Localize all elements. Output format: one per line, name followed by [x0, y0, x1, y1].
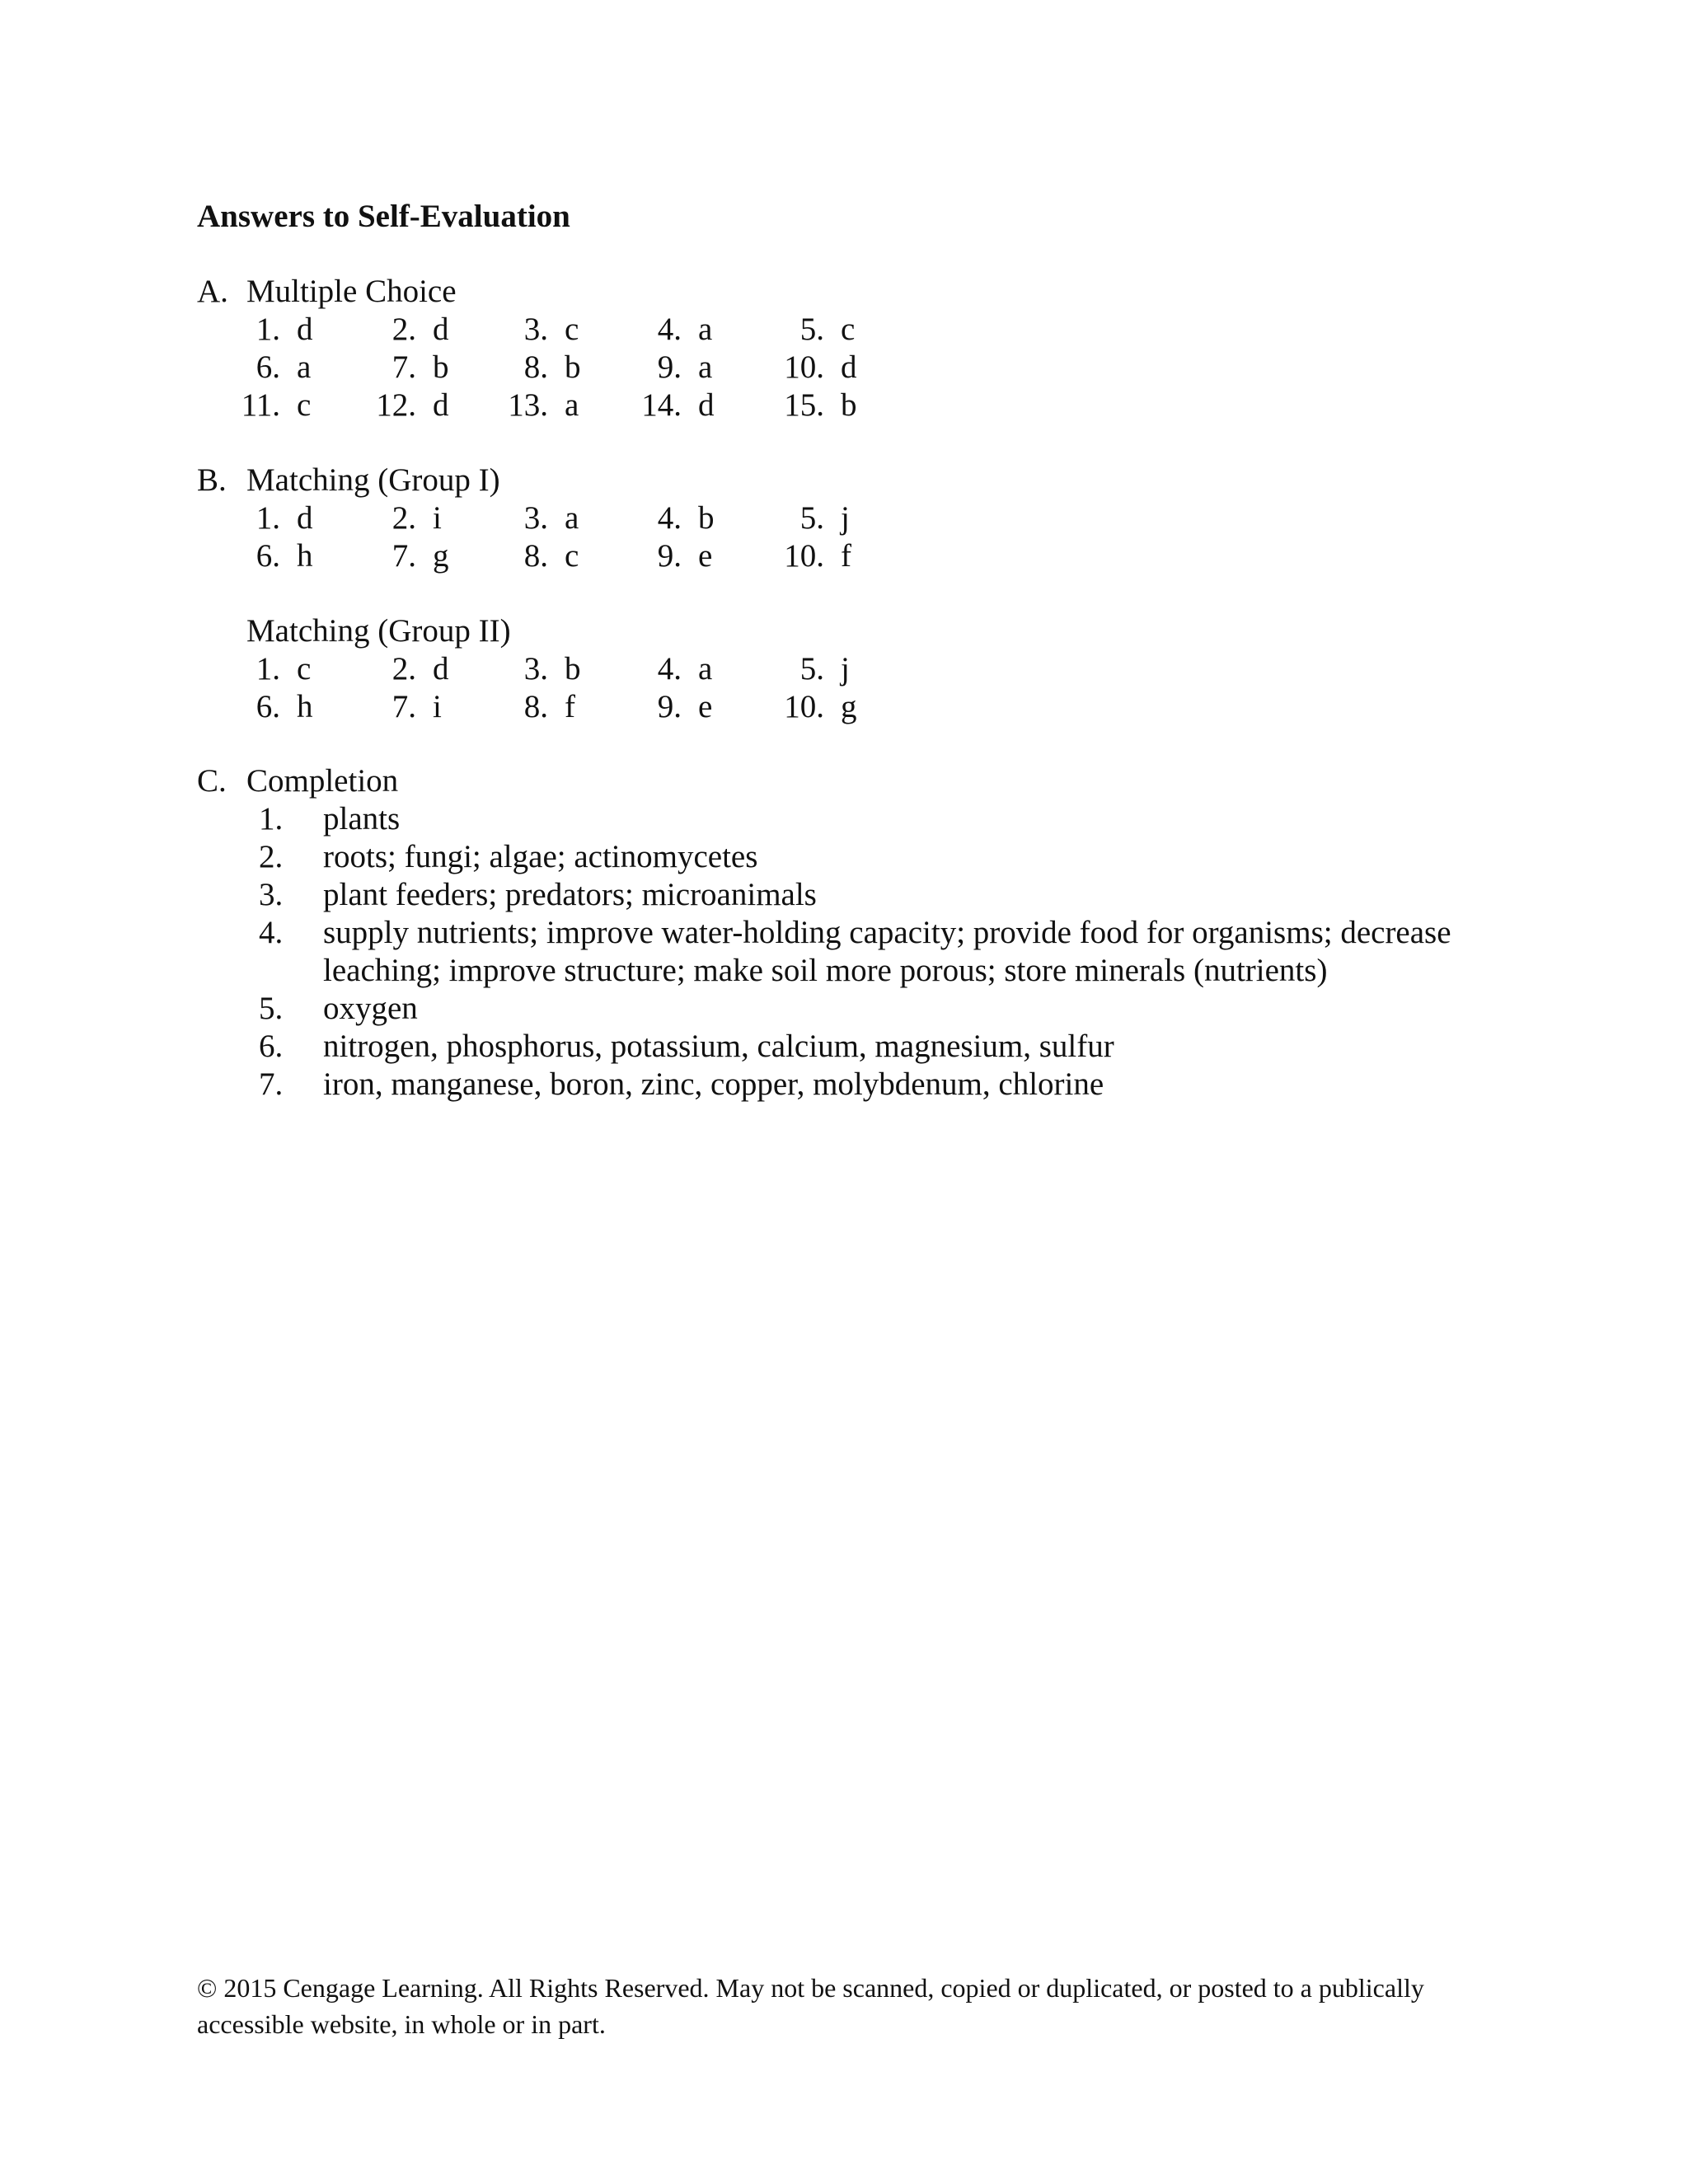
- completion-item: [259, 1028, 1512, 1066]
- completion-answer: iron, manganese, boron, zinc, copper, molybdenum, chlorine: [323, 1066, 1104, 1102]
- answer-number: 2.: [392, 312, 416, 347]
- answer-letter: a: [297, 349, 312, 385]
- answer-number: 15.: [784, 387, 824, 423]
- answer-number: 9.: [657, 538, 682, 574]
- answer-number: 13.: [508, 387, 548, 423]
- answer-number: 8.: [523, 689, 548, 724]
- answer-letter: f: [565, 689, 575, 724]
- answer-letter: e: [698, 538, 713, 574]
- answer-letter: d: [698, 387, 715, 423]
- answer-number: 4.: [657, 500, 682, 536]
- answer-item: [607, 688, 731, 726]
- completion-number: 2.: [259, 839, 284, 874]
- answer-letter: h: [297, 538, 313, 574]
- answer-number: 7.: [392, 349, 416, 385]
- answer-number: 7.: [392, 538, 416, 574]
- completion-number: 4.: [259, 915, 284, 950]
- answer-item: [474, 349, 598, 387]
- answer-number: 2.: [392, 651, 416, 687]
- answer-number: 6.: [256, 538, 280, 574]
- answer-number: 8.: [523, 349, 548, 385]
- answer-letter: b: [433, 349, 449, 385]
- answer-item: [342, 349, 466, 387]
- answer-letter: i: [433, 500, 442, 536]
- answer-number: 11.: [241, 387, 280, 423]
- completion-item: [259, 876, 1512, 914]
- completion-item: [259, 800, 1512, 838]
- page-title: Answers to Self-Evaluation: [197, 199, 570, 234]
- answer-item: [342, 650, 466, 688]
- answer-number: 3.: [523, 312, 548, 347]
- answer-number: 1.: [256, 500, 280, 536]
- answer-number: 5.: [799, 500, 824, 536]
- answer-letter: f: [841, 538, 851, 574]
- answer-item: [607, 499, 731, 537]
- section-a-letter: A.: [197, 274, 228, 309]
- answer-item: [342, 311, 466, 349]
- answer-number: 1.: [256, 312, 280, 347]
- copyright-footer: © 2015 Cengage Learning. All Rights Reserved. May not be scanned, copied or duplicated, or posted to a publically accessible website, in whole or in part.: [197, 1973, 1424, 2039]
- completion-answer: oxygen: [323, 991, 418, 1026]
- completion-item: [259, 914, 1512, 990]
- section-c-title: Completion: [246, 763, 399, 799]
- answer-letter: d: [433, 312, 449, 347]
- answer-letter: g: [433, 538, 449, 574]
- answer-item: [342, 688, 466, 726]
- answer-number: 10.: [784, 538, 824, 574]
- answer-item: [474, 688, 598, 726]
- section-b-title: Matching (Group I): [246, 462, 500, 498]
- answer-item: [750, 537, 874, 575]
- answer-letter: a: [565, 387, 579, 423]
- completion-list: [259, 800, 1512, 1104]
- answer-letter: c: [297, 387, 312, 423]
- answer-letter: a: [698, 312, 713, 347]
- completion-number: 5.: [259, 991, 284, 1026]
- answer-item: [342, 387, 466, 424]
- completion-number: 7.: [259, 1066, 284, 1102]
- answer-letter: d: [297, 500, 313, 536]
- answer-letter: h: [297, 689, 313, 724]
- completion-number: 1.: [259, 801, 284, 837]
- completion-answer: supply nutrients; improve water-holding capacity; provide food for organisms; decrease leaching; improve structure; make soil more porous; store minerals (nutrients): [323, 915, 1451, 988]
- answer-letter: a: [698, 349, 713, 385]
- answer-item: [206, 499, 330, 537]
- answer-number: 1.: [256, 651, 280, 687]
- answer-number: 6.: [256, 349, 280, 385]
- answer-item: [750, 349, 874, 387]
- answer-item: [750, 688, 874, 726]
- answer-letter: b: [565, 651, 581, 687]
- answer-item: [206, 387, 330, 424]
- completion-item: [259, 838, 1512, 876]
- answer-number: 4.: [657, 651, 682, 687]
- answer-letter: d: [433, 651, 449, 687]
- answer-number: 2.: [392, 500, 416, 536]
- answer-item: [607, 311, 731, 349]
- section-c-letter: C.: [197, 763, 227, 799]
- answer-item: [342, 499, 466, 537]
- completion-answer: nitrogen, phosphorus, potassium, calcium, magnesium, sulfur: [323, 1029, 1114, 1064]
- completion-item: [259, 990, 1512, 1028]
- answer-number: 3.: [523, 651, 548, 687]
- answer-letter: j: [841, 651, 850, 687]
- answer-item: [342, 537, 466, 575]
- answer-number: 4.: [657, 312, 682, 347]
- answer-number: 8.: [523, 538, 548, 574]
- answer-letter: b: [565, 349, 581, 385]
- answer-letter: d: [841, 349, 857, 385]
- answer-letter: d: [297, 312, 313, 347]
- answer-item: [474, 499, 598, 537]
- answer-number: 9.: [657, 349, 682, 385]
- answer-number: 9.: [657, 689, 682, 724]
- answer-letter: c: [565, 538, 579, 574]
- answer-item: [206, 688, 330, 726]
- section-a-heading: [197, 273, 457, 311]
- answer-number: 5.: [799, 312, 824, 347]
- answer-item: [206, 311, 330, 349]
- completion-number: 6.: [259, 1029, 284, 1064]
- answer-letter: g: [841, 689, 857, 724]
- answer-item: [607, 650, 731, 688]
- answer-item: [474, 311, 598, 349]
- section-b-letter: B.: [197, 462, 227, 498]
- answer-item: [474, 537, 598, 575]
- answer-number: 7.: [392, 689, 416, 724]
- completion-item: [259, 1066, 1512, 1104]
- answer-number: 12.: [376, 387, 416, 423]
- answer-number: 10.: [784, 689, 824, 724]
- answer-letter: b: [698, 500, 715, 536]
- answer-item: [607, 537, 731, 575]
- answer-number: 3.: [523, 500, 548, 536]
- matching-group-2-heading: Matching (Group II): [246, 613, 511, 649]
- answer-letter: d: [433, 387, 449, 423]
- answer-letter: a: [698, 651, 713, 687]
- section-a-title: Multiple Choice: [246, 274, 457, 309]
- answer-letter: a: [565, 500, 579, 536]
- answer-letter: b: [841, 387, 857, 423]
- completion-answer: roots; fungi; algae; actinomycetes: [323, 839, 758, 874]
- completion-number: 3.: [259, 877, 284, 912]
- answer-item: [750, 650, 874, 688]
- answer-letter: c: [565, 312, 579, 347]
- answer-letter: i: [433, 689, 442, 724]
- answer-number: 10.: [784, 349, 824, 385]
- answer-item: [206, 349, 330, 387]
- completion-answer: plant feeders; predators; microanimals: [323, 877, 817, 912]
- answer-number: 6.: [256, 689, 280, 724]
- answer-item: [206, 537, 330, 575]
- section-b-heading: [197, 462, 500, 499]
- section-c-heading: [197, 762, 398, 800]
- answer-letter: j: [841, 500, 850, 536]
- answer-item: [750, 311, 874, 349]
- answer-number: 14.: [641, 387, 682, 423]
- answer-item: [474, 650, 598, 688]
- answer-letter: c: [841, 312, 856, 347]
- answer-item: [750, 499, 874, 537]
- answer-item: [206, 650, 330, 688]
- answer-number: 5.: [799, 651, 824, 687]
- answer-letter: e: [698, 689, 713, 724]
- answer-item: [607, 349, 731, 387]
- answer-item: [474, 387, 598, 424]
- answer-letter: c: [297, 651, 312, 687]
- completion-answer: plants: [323, 801, 401, 837]
- answer-item: [607, 387, 731, 424]
- answer-item: [750, 387, 874, 424]
